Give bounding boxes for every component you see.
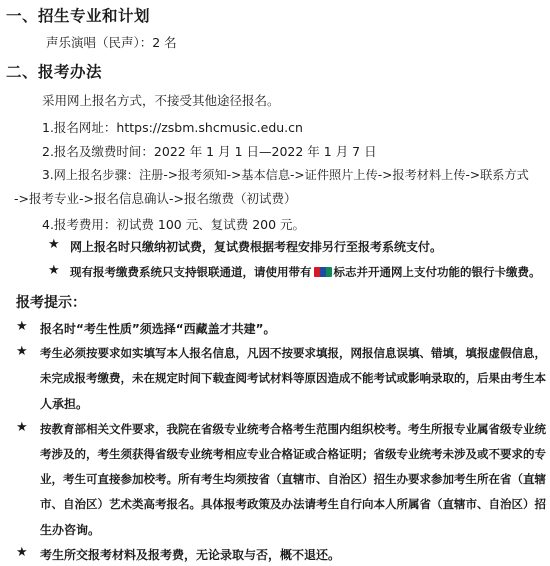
unionpay-logo-icon bbox=[314, 267, 332, 277]
tip-2-line-1: 考生必须按要求如实填写本人报名信息，凡因不按要求填报，网报信息误填、错填，填报虚假信息， bbox=[40, 346, 546, 360]
fee-note-2-before: 现有报考缴费系统只支持银联通道，请使用带有 bbox=[70, 265, 312, 279]
tip-2-line-2: 未完成报考缴费，未在规定时间下载查阅考试材料等原因造成不能考试或影响录取的，后果由考生本 bbox=[40, 371, 546, 385]
star-bullet-icon: ★ bbox=[48, 237, 60, 252]
registration-period: 2.报名及缴费时间：2022 年 1 月 1 日—2022 年 1 月 7 日 bbox=[42, 144, 377, 159]
registration-url[interactable]: 1.报名网址：https://zsbm.shcmusic.edu.cn bbox=[42, 120, 303, 135]
star-bullet-icon: ★ bbox=[16, 319, 28, 334]
tip-2-line-3: 人承担。 bbox=[40, 397, 89, 411]
application-fee: 4.报考费用：初试费 100 元、复试费 200 元。 bbox=[42, 217, 306, 232]
tip-4: 考生所交报考材料及报考费，无论录取与否，概不退还。 bbox=[40, 548, 341, 562]
star-bullet-icon: ★ bbox=[48, 263, 60, 278]
registration-steps-line2: ->报考专业->报名信息确认->报名缴费（初试费） bbox=[14, 191, 297, 206]
registration-steps-line1: 3.网上报名步骤：注册->报考须知->基本信息->证件照片上传->报考材料上传->联系方式 bbox=[42, 168, 529, 182]
star-bullet-icon: ★ bbox=[16, 420, 28, 435]
fee-note-2-after: 标志并开通网上支付功能的银行卡缴费。 bbox=[333, 265, 541, 279]
tips-header: 报考提示： bbox=[16, 295, 86, 311]
section-title-enrollment: 一、招生专业和计划 bbox=[6, 7, 151, 25]
application-intro: 采用网上报名方式，不接受其他途径报名。 bbox=[42, 93, 280, 108]
tip-3-line-5: 生办咨询。 bbox=[40, 523, 101, 537]
tip-3-line-3: 业，考生可直接参加校考。所有考生均须按省（直辖市、自治区）招生办要求参加考生所在省（直辖 bbox=[40, 472, 546, 486]
star-bullet-icon: ★ bbox=[16, 545, 28, 560]
tip-1: 报名时“考生性质”须选择“西藏盖才共建”。 bbox=[40, 322, 276, 336]
tip-3-line-4: 市、自治区）艺术类高考报名。具体报考政策及办法请考生自行向本人所属省（直辖市、自治区）招 bbox=[40, 497, 546, 511]
star-bullet-icon: ★ bbox=[16, 344, 28, 359]
tip-3-line-2: 考涉及的，考生须获得省级专业统考相应专业合格证或合格证明；省级专业统考未涉及或不要求的专 bbox=[40, 447, 546, 461]
tip-3-line-1: 按教育部相关文件要求，我院在省级专业统考合格考生范围内组织校考。考生所报专业属省级专业统 bbox=[40, 422, 546, 436]
major-plan-line: 声乐演唱（民声）：2 名 bbox=[46, 35, 177, 50]
section-title-application: 二、报考办法 bbox=[6, 63, 103, 81]
fee-note-1: 网上报名时只缴纳初试费，复试费根据考程安排另行至报考系统支付。 bbox=[70, 240, 443, 254]
fee-note-2 bbox=[70, 264, 541, 280]
